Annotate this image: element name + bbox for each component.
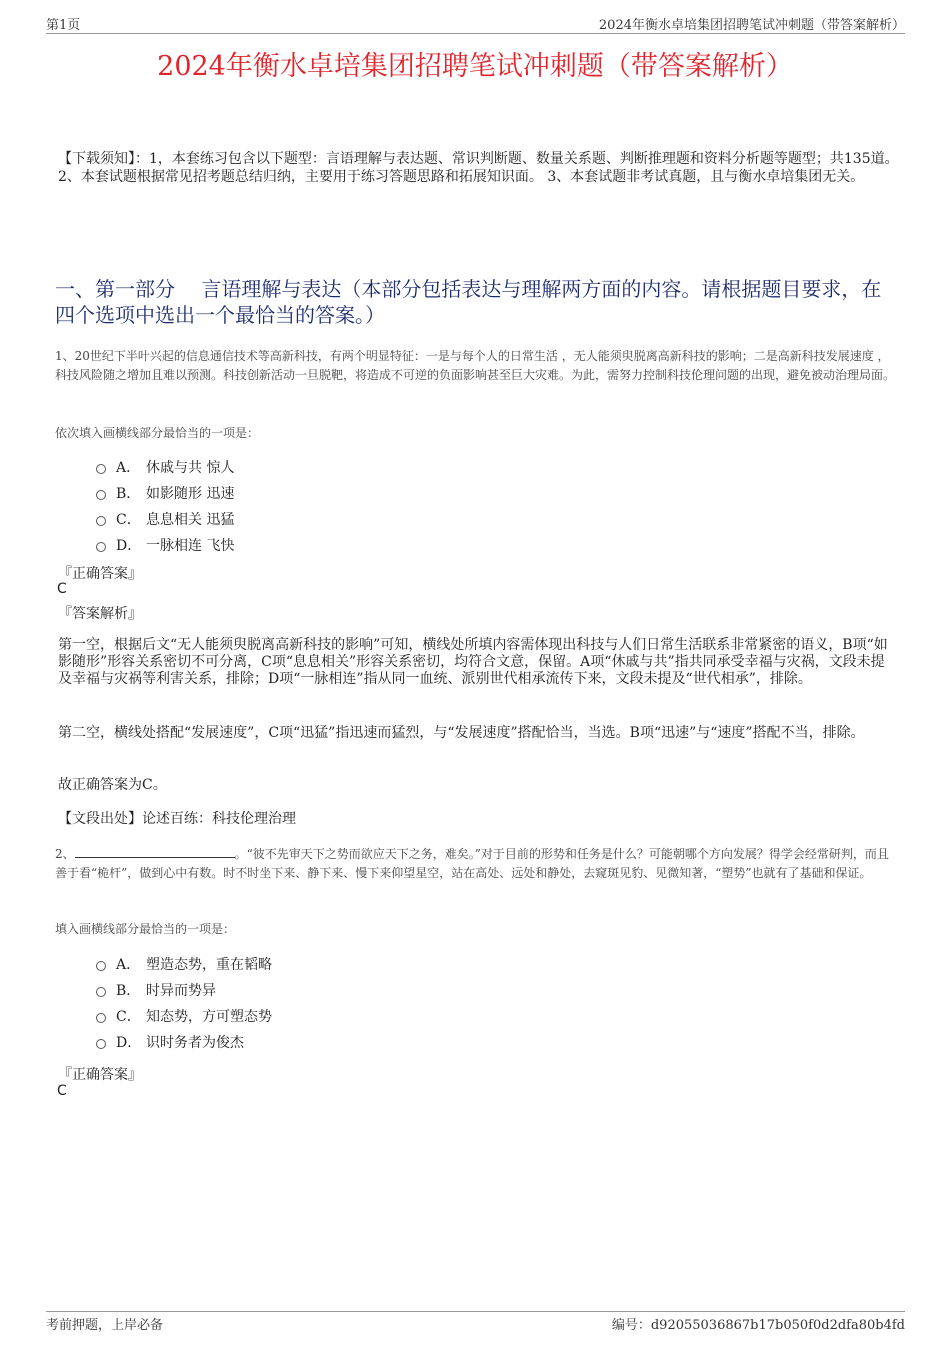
radio-icon[interactable] <box>96 464 106 474</box>
question-1-analysis-p2: 第二空，横线处搭配“发展速度”，C项“迅猛”指迅速而猛烈，与“发展速度”搭配恰当，当选。B项“迅速”与“速度”搭配不当，排除。 <box>58 725 865 741</box>
radio-icon[interactable] <box>96 490 106 500</box>
radio-icon[interactable] <box>96 542 106 552</box>
option-text: 休戚与共 惊人 <box>146 460 235 476</box>
footer-doc-id: 编号：d92055036867b17b050f0d2dfa80b4fd <box>611 1318 905 1333</box>
question-2-text: 。“彼不先审天下之势而欲应天下之务，难矣。”对于目前的形势和任务是什么？可能朝哪个方向发展？得学会经常研判，而且善于看“桅杆”，做到心中有数。时不时坐下来、静下来、慢下来仰望星空，站在高处、远处和静处，去窥斑见豹、见微知著，“塑势”也就有了基础和保证。 <box>55 847 889 880</box>
option-letter: B． <box>116 983 141 999</box>
question-1-prompt: 依次填入画横线部分最恰当的一项是： <box>55 426 260 440</box>
question-2-number: 2、 <box>55 847 75 861</box>
question-2-answer: C <box>57 1083 67 1099</box>
question-2-option-c[interactable] <box>96 1006 272 1026</box>
option-text: 如影随形 迅速 <box>146 486 235 502</box>
question-1-analysis-p1: 第一空，根据后文“无人能须臾脱离高新科技的影响”可知，横线处所填内容需体现出科技与人们日常生活联系非常紧密的语义，B项“如影随形”形容关系密切不可分离，C项“息息相关”形容关系密切，均符合文意，保留。A项“休戚与共”指共同承受幸福与灾祸，文段未提及幸福与灾祸等利害关系，排除；D项“一脉相连”指从同一血统、派别世代相承流传下来，文段未提及“世代相承”，排除。 <box>58 637 888 687</box>
question-2-prompt: 填入画横线部分最恰当的一项是： <box>55 922 236 936</box>
question-1-analysis-p3: 故正确答案为C。 <box>58 777 167 793</box>
option-text: 一脉相连 飞快 <box>146 538 235 554</box>
radio-icon[interactable] <box>96 516 106 526</box>
footer-rule <box>46 1311 905 1312</box>
download-notice: 【下载须知】：1，本套练习包含以下题型：言语理解与表达题、常识判断题、数量关系题、判断推理题和资料分析题等题型；共135道。 2、本套试题根据常见招考题总结归纳，主要用于练习答题思路和拓展知识面。 3、本套试题非考试真题，且与衡水卓培集团无关。 <box>58 151 899 185</box>
question-1-option-b[interactable] <box>96 483 234 503</box>
option-letter: D． <box>116 538 142 554</box>
question-1-stem: 1、20世纪下半叶兴起的信息通信技术等高新科技，有两个明显特征：一是与每个人的日常生活 ，无人能须臾脱离高新科技的影响；二是高新科技发展速度 ，科技风险随之增加且难以预测。科技创新活动一旦脱靶，将造成不可逆的负面影响甚至巨大灾难。为此，需努力控制科技伦理问题的出现，避免被动治理局面。 <box>55 349 896 382</box>
question-1-option-a[interactable] <box>96 457 234 477</box>
radio-icon[interactable] <box>96 961 106 971</box>
option-letter: C． <box>116 1009 141 1025</box>
option-letter: A． <box>116 460 141 476</box>
page-number: 第1页 <box>46 18 81 33</box>
radio-icon[interactable] <box>96 1013 106 1023</box>
question-2-option-b[interactable] <box>96 980 216 1000</box>
option-text: 塑造态势，重在韬略 <box>146 957 272 973</box>
question-1-option-d[interactable] <box>96 535 234 555</box>
option-text: 时异而势异 <box>146 983 216 999</box>
option-text: 知态势，方可塑态势 <box>146 1009 272 1025</box>
question-1-source: 【文段出处】论述百练：科技伦理治理 <box>58 811 296 827</box>
option-letter: A． <box>116 957 141 973</box>
question-1-answer-label: 『正确答案』 <box>58 566 142 582</box>
question-2-stem <box>55 845 900 883</box>
page-title: 2024年衡水卓培集团招聘笔试冲刺题（带答案解析） <box>157 51 793 82</box>
question-1-answer: C <box>57 581 67 597</box>
radio-icon[interactable] <box>96 1039 106 1049</box>
question-2-option-a[interactable] <box>96 954 272 974</box>
fill-blank <box>75 845 235 858</box>
option-letter: C． <box>116 512 141 528</box>
option-letter: D． <box>116 1035 142 1051</box>
question-1-analysis-label: 『答案解析』 <box>58 606 142 622</box>
footer-slogan: 考前押题，上岸必备 <box>46 1318 164 1333</box>
section-title: 一、第一部分 言语理解与表达（本部分包括表达与理解两方面的内容。请根据题目要求，在四个选项中选出一个最恰当的答案。） <box>55 277 882 327</box>
option-text: 息息相关 迅猛 <box>146 512 235 528</box>
radio-icon[interactable] <box>96 987 106 997</box>
header-doc-title: 2024年衡水卓培集团招聘笔试冲刺题（带答案解析） <box>598 18 905 33</box>
option-text: 识时务者为俊杰 <box>146 1035 244 1051</box>
question-1-option-c[interactable] <box>96 509 234 529</box>
header-rule <box>46 33 905 34</box>
question-2-option-d[interactable] <box>96 1032 244 1052</box>
question-2-answer-label: 『正确答案』 <box>58 1067 142 1083</box>
option-letter: B． <box>116 486 141 502</box>
